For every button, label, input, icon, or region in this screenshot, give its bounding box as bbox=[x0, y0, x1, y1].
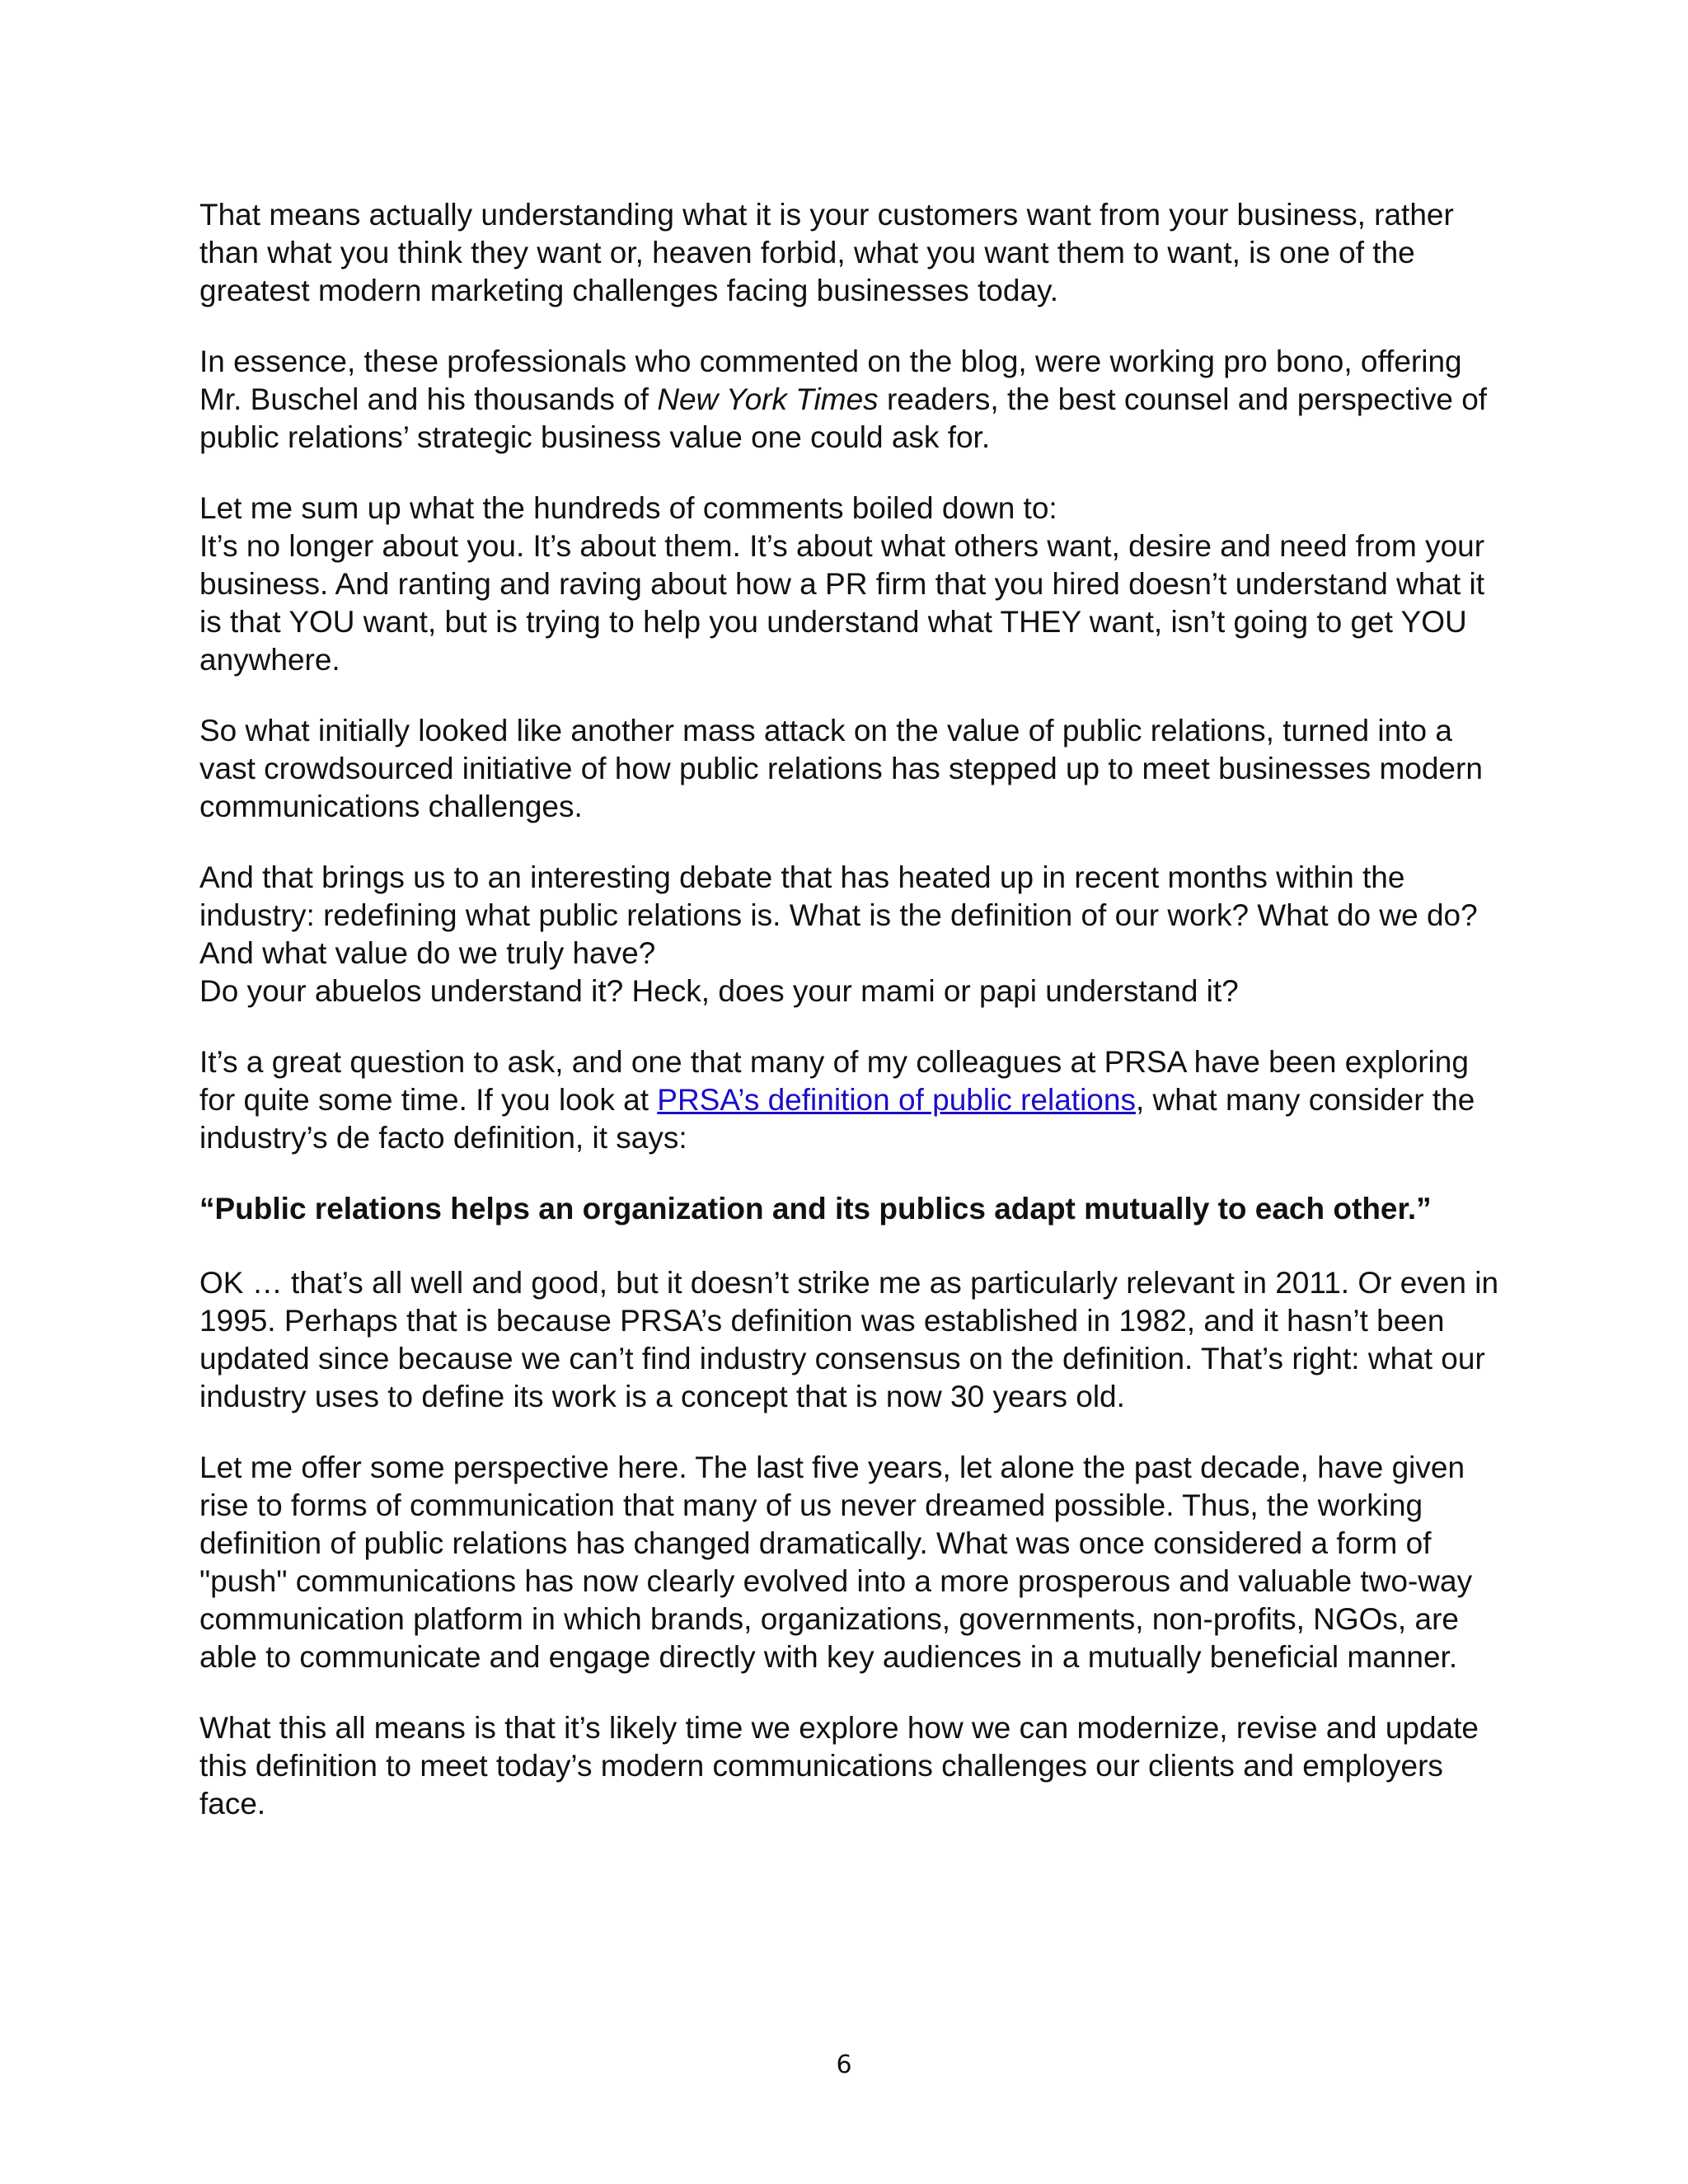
paragraph-text: , what many consider the industry’s de facto definition, it says: bbox=[199, 1083, 1475, 1155]
document-body bbox=[199, 196, 1510, 1856]
paragraph-customers-want bbox=[199, 196, 1510, 310]
paragraph-line: Do your abuelos understand it? Heck, does your mami or papi understand it? bbox=[199, 974, 1239, 1008]
publication-title: New York Times bbox=[657, 382, 879, 416]
paragraph-perspective bbox=[199, 1449, 1510, 1676]
paragraph-pro-bono bbox=[199, 343, 1510, 457]
prsa-definition-link[interactable]: PRSA’s definition of public relations bbox=[657, 1083, 1136, 1117]
paragraph-debate bbox=[199, 859, 1510, 1010]
page-number: 6 bbox=[836, 2050, 852, 2079]
paragraph-crowdsourced bbox=[199, 712, 1510, 826]
paragraph-text: OK … that’s all well and good, but it doesn’t strike me as particularly relevant in 2011. Or even in 1995. Perhaps that is because PRSA’s definition was established in 1982, and it hasn’t been updated since because we can’t find industry consensus on the definition. That’s right: what our industry uses to define its work is a concept that is now 30 years old. bbox=[199, 1266, 1499, 1413]
paragraph-conclusion bbox=[199, 1709, 1510, 1823]
paragraph-text: readers, the best counsel and perspective of public relations’ strategic business value one could ask for. bbox=[199, 382, 1488, 454]
definition-quote bbox=[199, 1190, 1510, 1228]
paragraph-line: Let me sum up what the hundreds of comments boiled down to: bbox=[199, 491, 1057, 525]
paragraph-text: So what initially looked like another mass attack on the value of public relations, turned into a vast crowdsourced initiative of how public relations has stepped up to meet businesses modern communications challenges. bbox=[199, 714, 1483, 823]
paragraph-prsa-definition bbox=[199, 1043, 1510, 1157]
paragraph-text: What this all means is that it’s likely time we explore how we can modernize, revise and update this definition to meet today’s modern communications challenges our clients and employers face. bbox=[199, 1711, 1479, 1821]
paragraph-relevance bbox=[199, 1264, 1510, 1416]
paragraph-sum-up bbox=[199, 490, 1510, 679]
quote-text: “Public relations helps an organization and its publics adapt mutually to each other.” bbox=[199, 1192, 1432, 1226]
paragraph-line: And that brings us to an interesting debate that has heated up in recent months within the industry: redefining what public relations is. What is the definition of our work? What do we do? And what value do we truly have? bbox=[199, 860, 1478, 970]
paragraph-text: That means actually understanding what it is your customers want from your business, rather than what you think they want or, heaven forbid, what you want them to want, is one of the greatest modern marketing challenges facing businesses today. bbox=[199, 198, 1454, 307]
paragraph-text: In essence, these professionals who commented on the blog, were working pro bono, offering Mr. Buschel and his thousands of bbox=[199, 344, 1462, 416]
paragraph-text: It’s a great question to ask, and one that many of my colleagues at PRSA have been exploring for quite some time. If you look at bbox=[199, 1045, 1469, 1117]
paragraph-text: Let me offer some perspective here. The last five years, let alone the past decade, have given rise to forms of communication that many of us never dreamed possible. Thus, the working definition of public relations has changed dramatically. What was once considered a form of "push" communications has now clearly evolved into a more prosperous and valuable two-way communication platform in which brands, organizations, governments, non-profits, NGOs, are able to communicate and engage directly with key audiences in a mutually beneficial manner. bbox=[199, 1451, 1473, 1674]
paragraph-line: It’s no longer about you. It’s about them. It’s about what others want, desire and need from your business. And ranting and raving about how a PR firm that you hired doesn’t understand what it is that YOU want, but is trying to help you understand what THEY want, isn’t going to get YOU anywhere. bbox=[199, 529, 1485, 677]
